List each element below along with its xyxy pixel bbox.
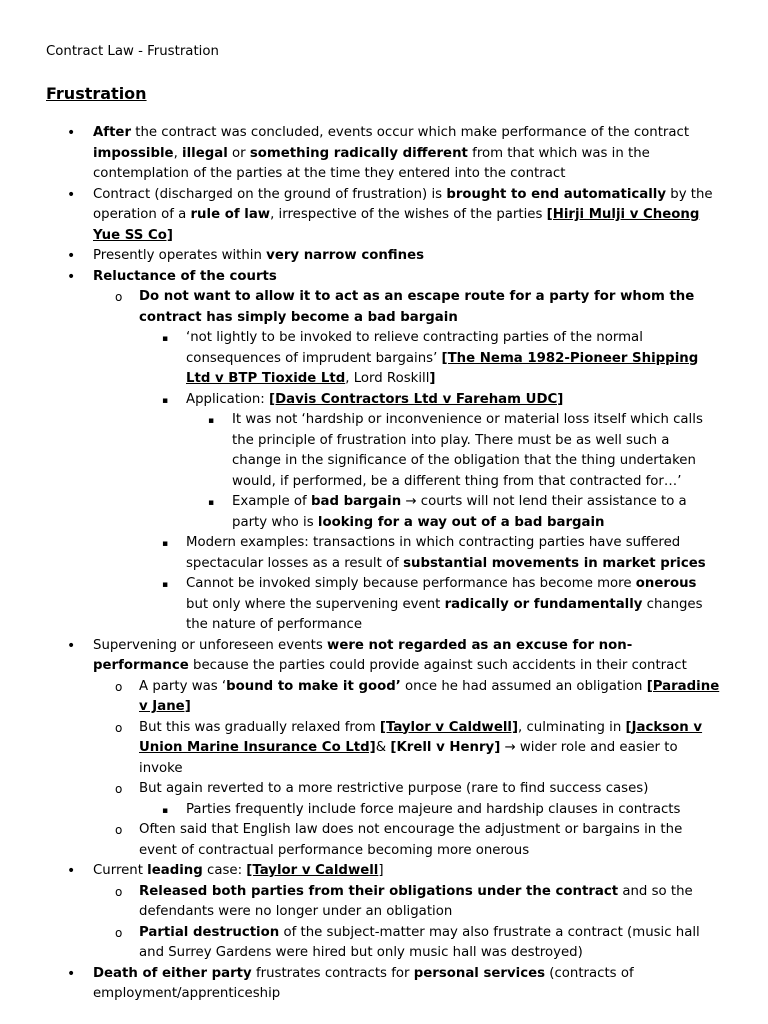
bold-text: personal services bbox=[413, 965, 546, 981]
list-item-text bbox=[139, 677, 720, 718]
list-item bbox=[0, 287, 768, 328]
bold-text: After bbox=[93, 125, 132, 140]
bold-text: leading bbox=[147, 863, 203, 878]
bullet-disc-icon: • bbox=[67, 637, 76, 654]
bullet-circle-icon: o bbox=[115, 290, 123, 304]
bullet-square-icon: ▪ bbox=[162, 334, 169, 344]
case-citation: [Taylor v Caldwell] bbox=[379, 719, 519, 735]
text-run: , irrespective of the wishes of the parties bbox=[270, 207, 547, 222]
text-run: A party was ‘ bbox=[139, 678, 227, 694]
document-title: Frustration bbox=[46, 84, 147, 103]
text-run: , bbox=[173, 145, 183, 161]
list-item bbox=[0, 246, 768, 267]
list-item bbox=[0, 800, 768, 821]
text-run: ‘not lightly to be invoked to relieve contracting parties of the normal consequences of imprudent bargains’ bbox=[186, 330, 643, 366]
bullet-circle-icon: o bbox=[115, 823, 123, 837]
list-item bbox=[0, 636, 768, 677]
bold-text: brought to end automatically bbox=[446, 186, 667, 202]
case-citation: [Jackson v Union Marine Insurance Co Ltd] bbox=[139, 719, 703, 755]
text-run: changes the nature of performance bbox=[186, 596, 703, 632]
text-run: or bbox=[227, 145, 250, 161]
text-run: Presently operates within bbox=[93, 248, 267, 263]
list-item-text bbox=[186, 533, 718, 574]
text-run: case: bbox=[202, 863, 247, 878]
text-run: It was not ‘hardship or inconvenience or material loss itself which calls the principle of frustration into play. There must be as well such a change in the significance of the obligation that the thing undertaken would, if performed, be a different thing from that contracted for…’ bbox=[232, 412, 703, 489]
text-run: Contract (discharged on the ground of frustration) is bbox=[93, 186, 447, 202]
list-item-text bbox=[93, 861, 720, 882]
text-run: Modern examples: transactions in which contracting parties have suffered spectacular losses as a result of bbox=[186, 535, 681, 571]
list-item-text bbox=[139, 882, 720, 923]
bold-text: bound to make it good’ bbox=[226, 678, 401, 694]
text-run: (contracts of employment/apprenticeship bbox=[93, 965, 634, 1001]
bold-text: were not regarded as an excuse for non-performance bbox=[93, 637, 633, 673]
bold-text: rule of law bbox=[190, 207, 271, 222]
text-run: by the operation of a bbox=[93, 186, 713, 222]
text-run: Supervening or unforeseen events bbox=[93, 637, 328, 653]
bold-text: ] bbox=[429, 371, 436, 386]
bullet-circle-icon: o bbox=[115, 720, 123, 735]
case-citation: [Paradine v Jane] bbox=[139, 678, 720, 714]
bullet-circle-icon: o bbox=[115, 782, 123, 796]
bold-text: [Krell v Henry] bbox=[390, 740, 501, 755]
list-item-text bbox=[93, 964, 720, 1005]
bullet-disc-icon: • bbox=[67, 965, 76, 982]
notes-list bbox=[0, 123, 768, 1005]
text-run: Application: bbox=[186, 391, 270, 407]
list-item bbox=[0, 492, 768, 533]
bullet-disc-icon: • bbox=[67, 268, 76, 285]
list-item-text bbox=[232, 492, 720, 533]
text-run: from that which was in the contemplation of the parties at the time they entered into the contract bbox=[93, 145, 650, 181]
case-citation: [Taylor v Caldwell bbox=[246, 863, 379, 878]
list-item-text bbox=[232, 410, 720, 492]
list-item bbox=[0, 718, 768, 780]
list-item bbox=[0, 964, 768, 1005]
text-run: But again reverted to a more restrictive purpose (rare to find success cases) bbox=[139, 781, 649, 796]
bullet-circle-icon: o bbox=[115, 925, 123, 940]
text-run: → courts will not lend their assistance to a party who is bbox=[232, 494, 687, 530]
text-run: Example of bbox=[232, 494, 311, 509]
list-item-text bbox=[93, 246, 720, 267]
bold-text: impossible bbox=[93, 145, 174, 161]
list-item bbox=[0, 185, 768, 247]
bold-text: illegal bbox=[182, 145, 228, 161]
bold-text: Reluctance of the courts bbox=[93, 268, 277, 284]
list-item bbox=[0, 861, 768, 882]
bold-text: substantial movements in market prices bbox=[403, 555, 706, 571]
text-run: Cannot be invoked simply because performance has become more bbox=[186, 576, 636, 591]
bold-text: something radically different bbox=[249, 145, 468, 161]
bullet-circle-icon: o bbox=[115, 679, 123, 694]
text-run: Often said that English law does not encourage the adjustment or bargains in the event of contractual performance becoming more onerous bbox=[139, 822, 683, 858]
list-item-text bbox=[139, 923, 720, 964]
list-item-text bbox=[93, 123, 720, 185]
list-item-text bbox=[93, 267, 720, 288]
case-citation: [Hirji Mulji v Cheong Yue SS Co] bbox=[93, 207, 700, 243]
text-run: but only where the supervening event bbox=[186, 596, 445, 612]
bullet-disc-icon: • bbox=[67, 863, 76, 879]
bullet-square-icon: ▪ bbox=[208, 498, 215, 508]
bullet-square-icon: ▪ bbox=[208, 416, 215, 426]
list-item bbox=[0, 779, 768, 800]
list-item bbox=[0, 882, 768, 923]
list-item-text bbox=[139, 779, 720, 800]
page-header: Contract Law - Frustration bbox=[46, 44, 219, 59]
list-item bbox=[0, 410, 768, 492]
list-item bbox=[0, 328, 768, 390]
bold-text: onerous bbox=[635, 576, 697, 591]
bullet-square-icon: ▪ bbox=[162, 805, 169, 816]
list-item bbox=[0, 677, 768, 718]
list-item bbox=[0, 267, 768, 288]
list-item-text bbox=[186, 328, 718, 390]
list-item-text bbox=[186, 574, 718, 636]
text-run: once he had assumed an obligation bbox=[400, 678, 647, 694]
bold-text: Death of either party bbox=[93, 965, 252, 981]
list-item bbox=[0, 390, 768, 411]
text-run: Current bbox=[93, 863, 148, 878]
list-item-text bbox=[186, 800, 718, 821]
bullet-square-icon: ▪ bbox=[162, 580, 169, 590]
text-run: frustrates contracts for bbox=[251, 965, 414, 981]
text-run: But this was gradually relaxed from bbox=[139, 719, 380, 735]
text-run: Parties frequently include force majeure and hardship clauses in contracts bbox=[186, 801, 681, 817]
list-item-text bbox=[93, 185, 720, 247]
list-item bbox=[0, 533, 768, 574]
bullet-disc-icon: • bbox=[67, 186, 76, 203]
case-citation: [Davis Contractors Ltd v Fareham UDC] bbox=[269, 391, 564, 407]
list-item-text bbox=[93, 636, 720, 677]
text-run: , culminating in bbox=[518, 719, 626, 735]
list-item bbox=[0, 923, 768, 964]
text-run: → wider role and easier to invoke bbox=[139, 740, 678, 776]
text-run: , Lord Roskill bbox=[345, 371, 430, 386]
bold-text: Partial destruction bbox=[139, 924, 280, 940]
list-item-text bbox=[139, 820, 720, 861]
bullet-disc-icon: • bbox=[67, 125, 76, 141]
text-run: of the subject-matter may also frustrate a contract (music hall and Surrey Gardens were hired but only music hall was destroyed) bbox=[139, 924, 700, 960]
text-run: because the parties could provide against such accidents in their contract bbox=[188, 658, 687, 673]
list-item bbox=[0, 820, 768, 861]
text-run: & bbox=[375, 740, 391, 755]
bold-text: Do not want to allow it to act as an escape route for a party for whom the contract has simply become a bad bargain bbox=[139, 289, 695, 325]
bullet-square-icon: ▪ bbox=[162, 539, 169, 549]
bold-text: very narrow confines bbox=[266, 248, 425, 263]
bold-text: Released both parties from their obligations under the contract bbox=[139, 883, 619, 899]
list-item bbox=[0, 123, 768, 185]
case-citation: [The Nema 1982-Pioneer Shipping Ltd v BTP Tioxide Ltd bbox=[186, 350, 699, 386]
bold-text: bad bargain bbox=[310, 494, 402, 509]
text-run: and so the defendants were no longer under an obligation bbox=[139, 883, 693, 919]
list-item-text bbox=[139, 718, 720, 780]
bullet-square-icon: ▪ bbox=[162, 395, 169, 406]
list-item-text bbox=[139, 287, 720, 328]
bold-text: radically or fundamentally bbox=[444, 596, 643, 612]
list-item bbox=[0, 574, 768, 636]
text-run: the contract was concluded, events occur which make performance of the contract bbox=[131, 125, 690, 140]
list-item-text bbox=[186, 390, 718, 411]
bullet-disc-icon: • bbox=[67, 248, 76, 264]
bold-text: looking for a way out of a bad bargain bbox=[317, 514, 605, 530]
bullet-circle-icon: o bbox=[115, 884, 123, 899]
text-run: ] bbox=[378, 863, 384, 878]
